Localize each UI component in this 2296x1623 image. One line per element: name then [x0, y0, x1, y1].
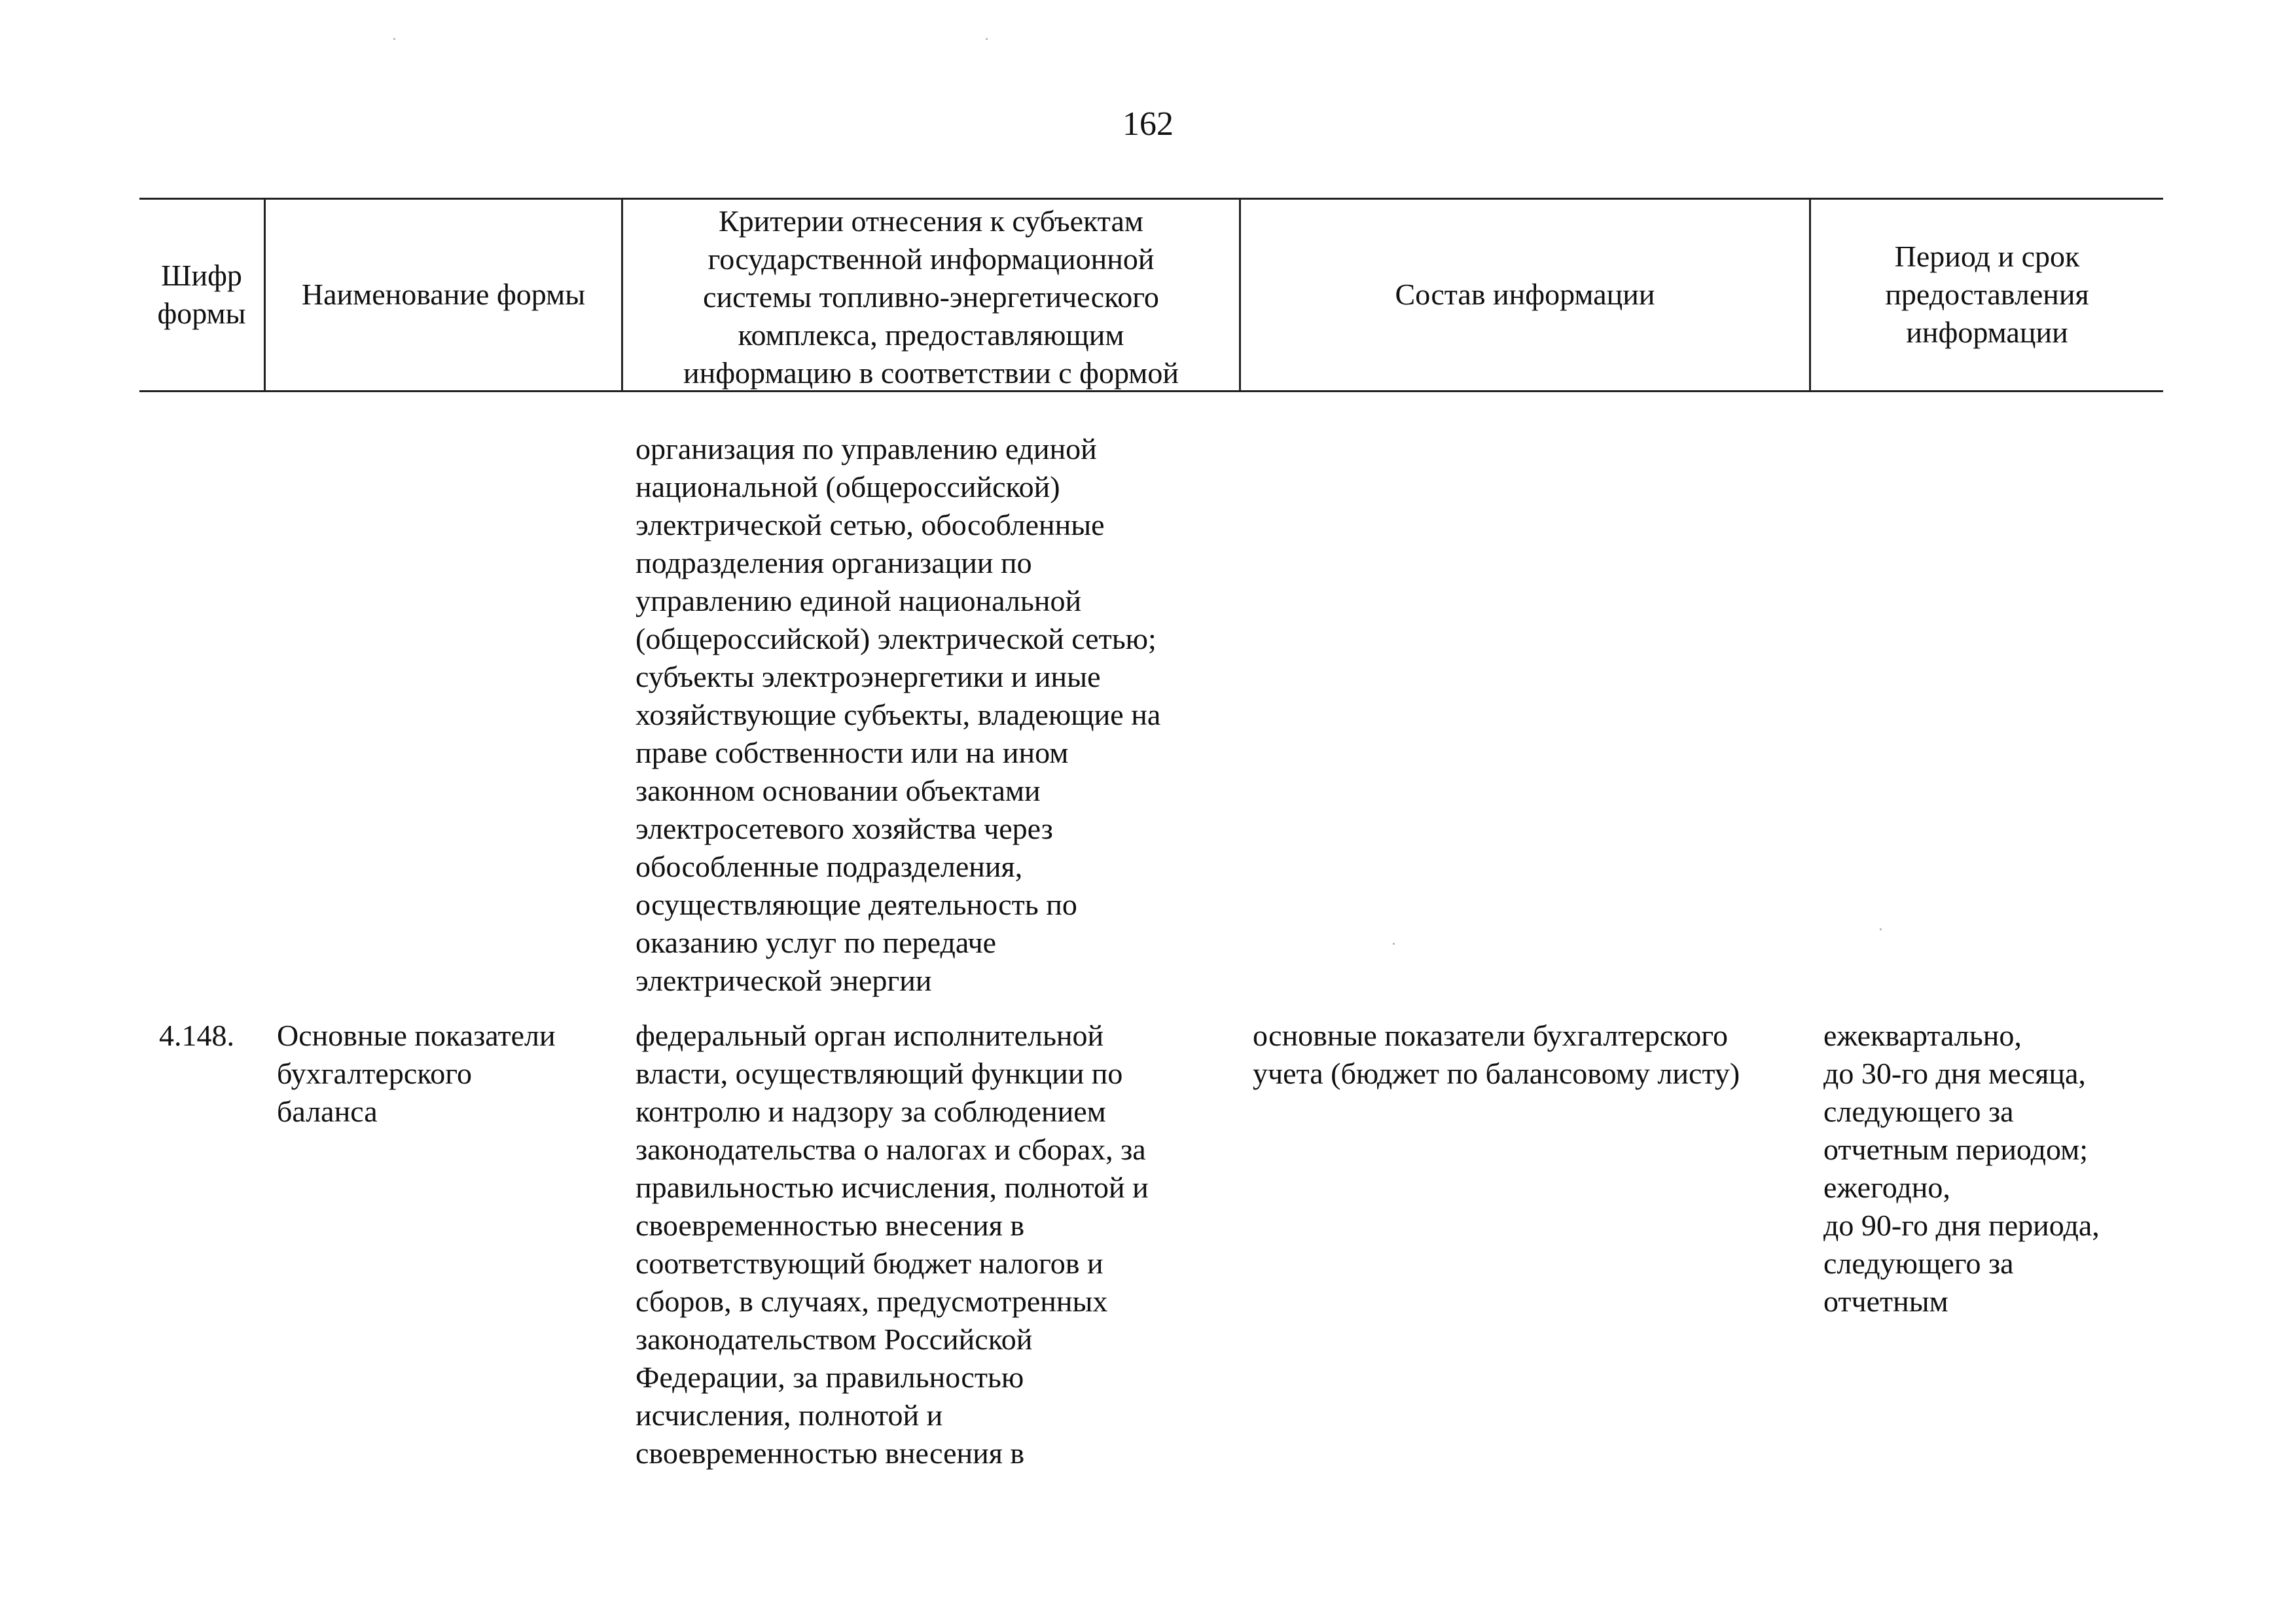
table-row-criteria: организация по управлению единой национальной (общероссийской) электрической сетью, обособленные подразделения организации по управлению единой национальной (общероссийской) электрической сетью; субъекты электроэнергетики и иные хозяйствующие субъекты, владеющие на праве собственности или на ином законном основании объектами электросетевого хозяйства через обособленные подразделения, осуществляющие деятельность по оказанию услуг по передаче электрической энергии: [636, 432, 1161, 997]
scan-speck: [1880, 928, 1882, 930]
header-period: Период и срок предоставления информации: [1885, 240, 2089, 349]
table-row-criteria: федеральный орган исполнительной власти, осуществляющий функции по контролю и надзору за соблюдением законодательства о налогах и сборах, за правильностью исчисления, полнотой и своевременностью внесения в соответствующий бюджет налогов и сборов, в случаях, предусмотренных законодательством Российской Федерации, за правильностью исчисления, полнотой и своевременностью внесения в: [636, 1019, 1149, 1470]
scan-speck: [1393, 943, 1395, 945]
table-row-composition: основные показатели бухгалтерского учета (бюджет по балансовому листу): [1253, 1019, 1740, 1090]
header-form-name: Наименование формы: [301, 278, 586, 311]
header-criteria: Критерии отнесения к субъектам государственной информационной системы топливно-энергетического комплекса, предоставляющим информацию в соответствии с формой: [683, 204, 1179, 390]
table-row-code: 4.148.: [159, 1019, 234, 1052]
page-number: 162: [1122, 105, 1174, 143]
scan-speck: [393, 38, 395, 40]
header-code: Шифр формы: [157, 259, 246, 330]
scan-speck: [986, 38, 988, 40]
header-composition: Состав информации: [1395, 278, 1655, 311]
table-row-period: ежеквартально, до 30-го дня месяца, следующего за отчетным периодом; ежегодно, до 90-го дня периода, следующего за отчетным: [1823, 1019, 2100, 1318]
table-row-form-name: Основные показатели бухгалтерского баланса: [277, 1019, 556, 1128]
